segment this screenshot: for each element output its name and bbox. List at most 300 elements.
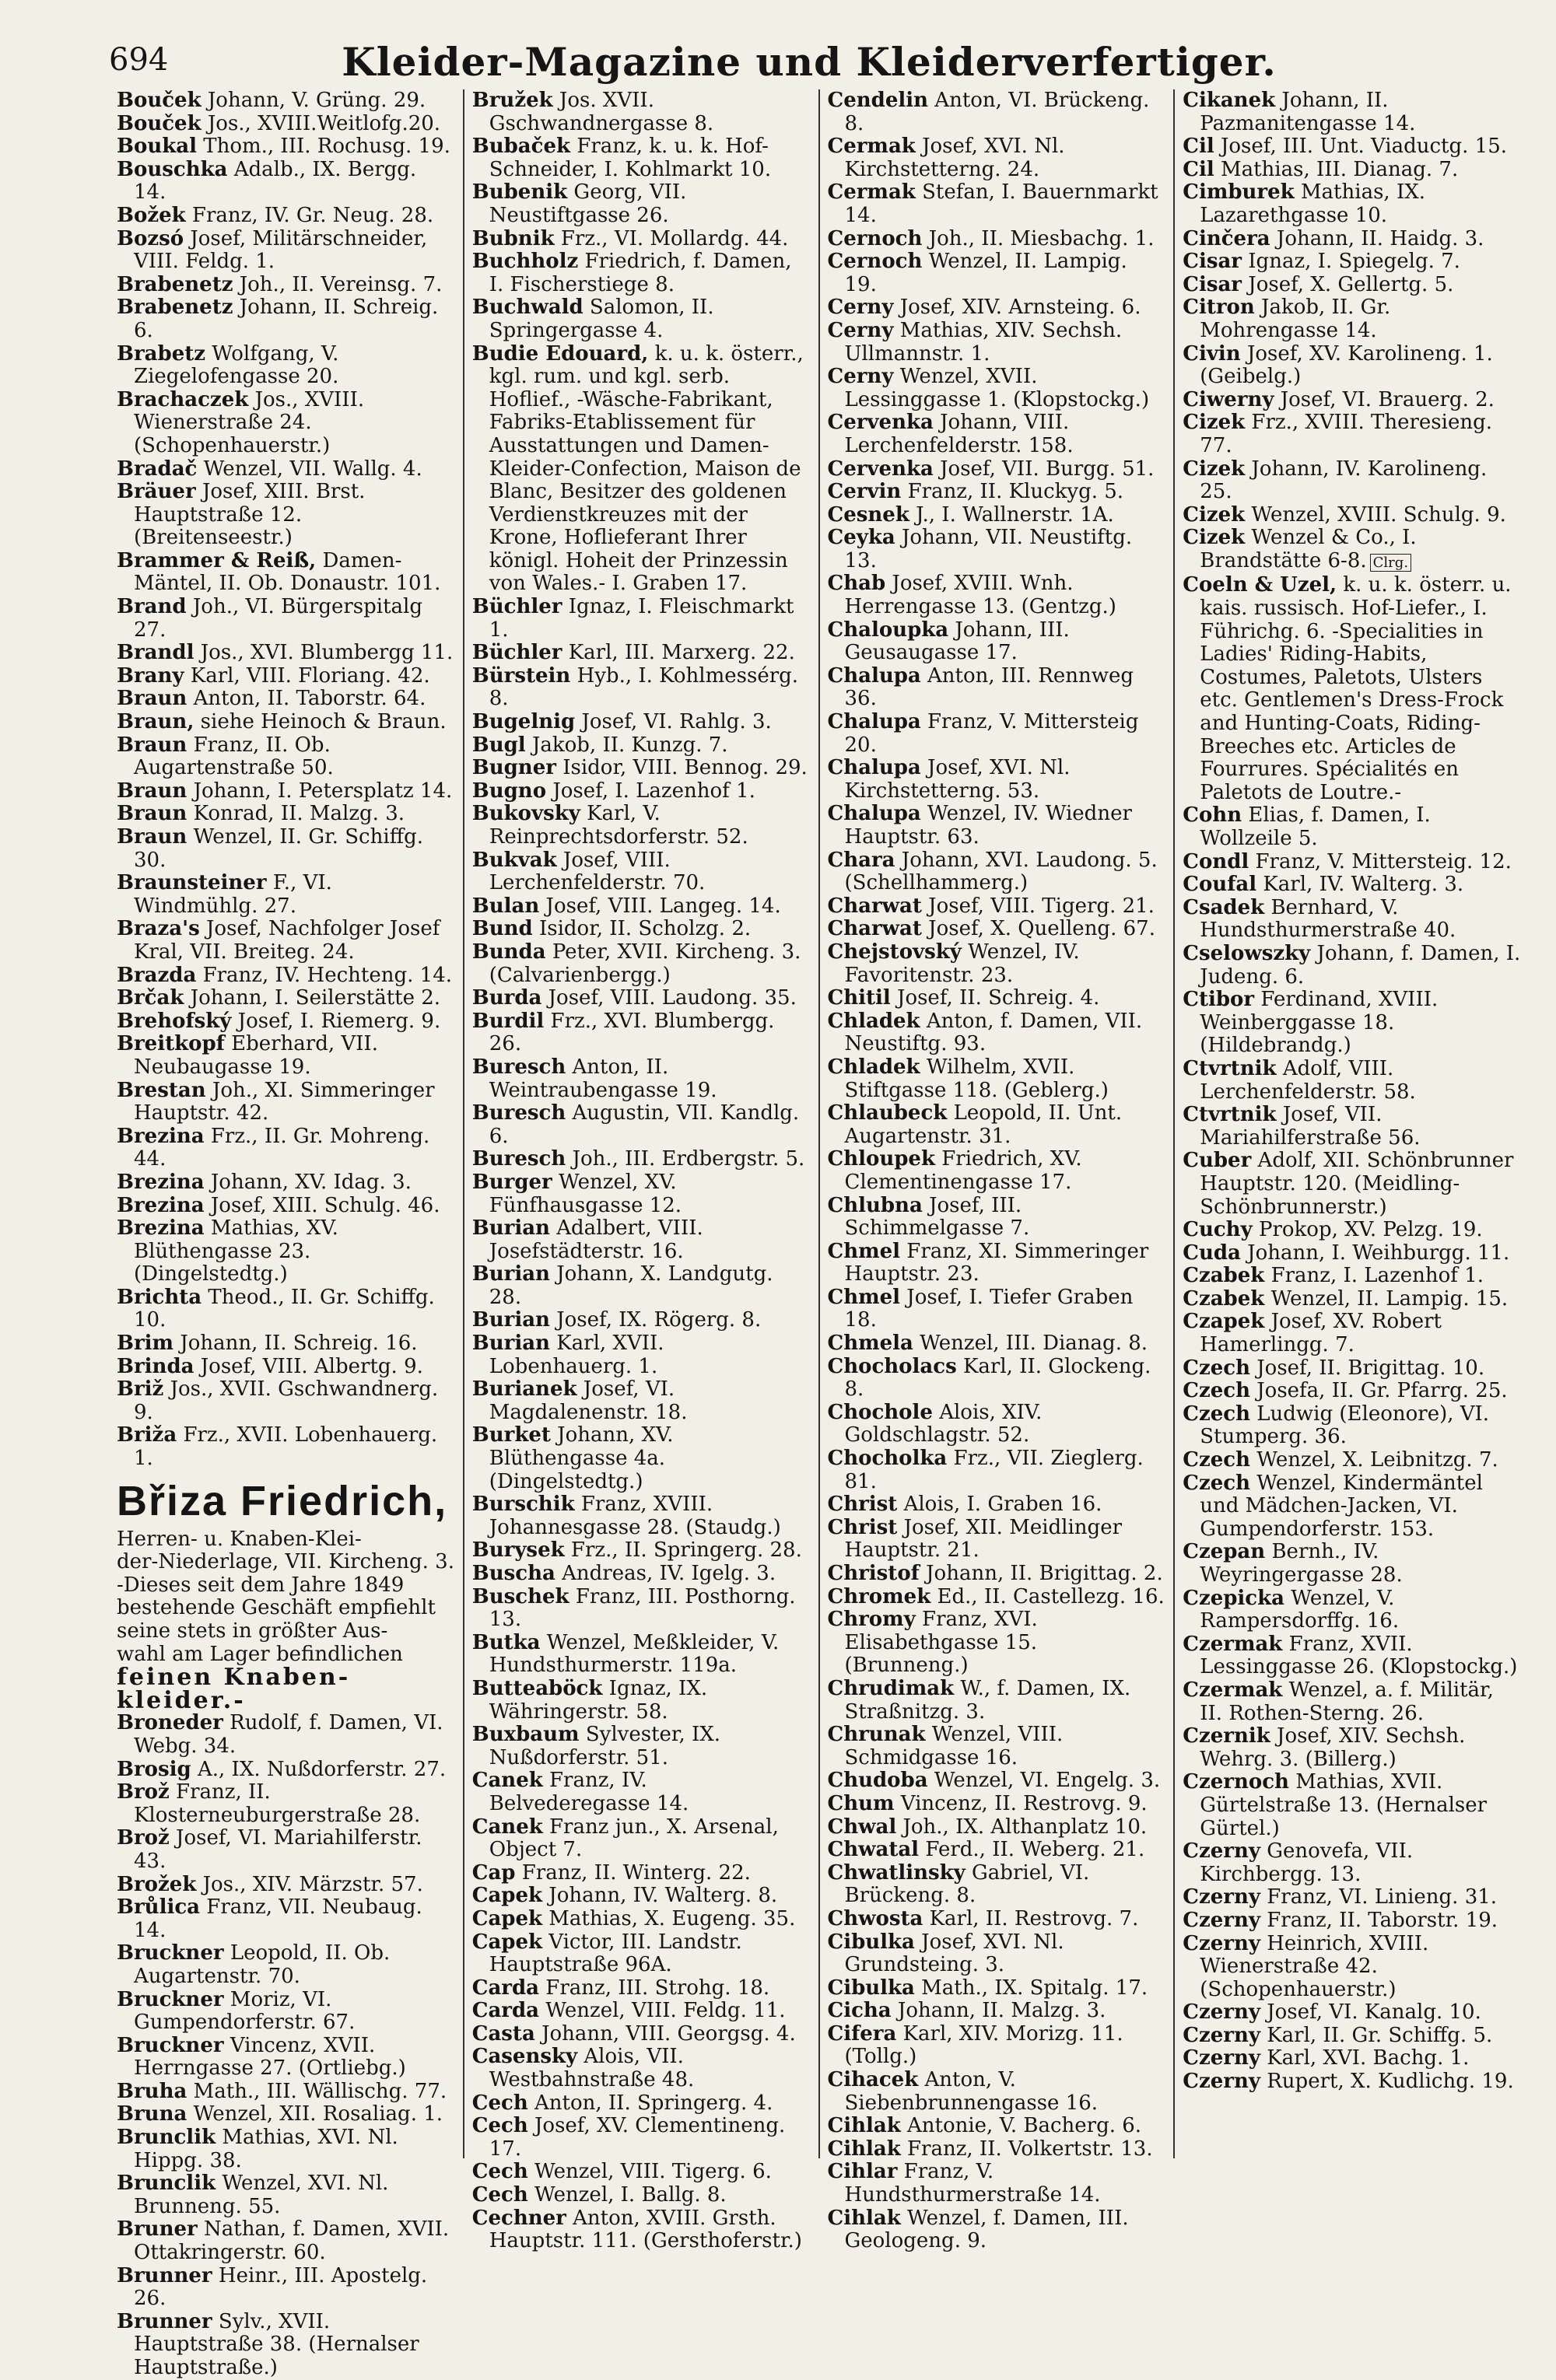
entry-name: Cikanek [1183,89,1276,112]
directory-entry [472,1769,811,1815]
directory-entry [472,1217,811,1263]
directory-entry [1183,1311,1521,1356]
entry-details: Josef, VI. Brauerg. 2. [1280,387,1495,411]
entry-details: Stefan, I. Bauernmarkt 14. [844,180,1158,227]
entry-name: Bruna [117,2102,187,2126]
entry-details: Wenzel, X. Leibnitzg. 7. [1256,1448,1498,1472]
directory-entry [472,343,811,597]
directory-entry [1183,1679,1521,1725]
entry-name: Czermak [1183,1678,1283,1702]
directory-entry [472,918,811,941]
entry-details: Friedrich, f. Damen, I. Fischerstiege 8. [489,250,792,296]
entry-name: Bruner [117,2217,198,2242]
directory-entry [1183,851,1521,874]
entry-details: Josef, Militärschneider, VIII. Feldg. 1. [134,226,428,274]
entry-details: Karl, VIII. Floriang. 42. [190,663,430,688]
entry-details: Johann, IV. Walterg. 8. [548,1884,778,1908]
directory-entry [1183,504,1521,527]
entry-details: Damen-Mäntel, II. Ob. Donaustr. 101. [134,548,441,596]
entry-name: Bruha [117,2079,187,2103]
entry-name: Ctibor [1183,988,1255,1012]
column-2 [463,89,818,2253]
entry-name: Capek [471,1906,543,1930]
entry-name: Chudoba [827,1769,928,1793]
entry-name: Bradač [117,457,198,481]
entry-details: Anton, II. Springerg. 4. [534,2091,773,2115]
entry-details: Frz., XVII. Lobenhauerg. 1. [134,1423,438,1471]
directory-entry [828,619,1166,665]
entry-name: Coeln & Uzel, [1183,573,1337,597]
entry-details: Georg, VII. Neustiftgasse 26. [489,180,687,227]
advertisement-line: wahl am Lager befindlichen [117,1642,403,1666]
directory-entry [1183,1242,1521,1265]
entry-details: Johann, VII. Neustiftg. 13. [844,526,1133,572]
directory-entry [117,2081,455,2104]
entry-details: k. u. k. österr. u. kais. russisch. Hof-Liefer., I. Führichg. 6. -Specialities in Ladies' Riding-Habits, Costumes, Paletots, Ulsters etc. Gentlemen's Dress-Frock and Hunting-Coats, Riding-Breeches etc. Articles de Fourrures. Spécialités en Paletots de Loutre.- [1200,573,1512,804]
entry-name: Christ [827,1493,898,1517]
entry-details: Josef, XVI. Nl. Kirchstetterng. 24. [844,135,1065,181]
entry-name: Bouček [117,111,202,135]
advertisement-line: bestehende Geschäft empfiehlt [117,1596,436,1620]
directory-entry [828,458,1166,481]
entry-details: Franz, III. Strohg. 18. [545,1976,770,2000]
entry-name: Burian [471,1308,550,1332]
directory-entry [1183,1633,1521,1679]
entry-name: Burysek [471,1538,565,1563]
directory-entry [828,504,1166,527]
directory-entry [828,665,1166,711]
directory-entry [828,1931,1166,1977]
entry-name: Cisar [1183,272,1242,296]
directory-entry [828,1402,1166,1447]
directory-entry [1183,228,1521,251]
entry-name: Casta [471,2021,535,2046]
directory-entry [828,1286,1166,1332]
entry-details: Karl, XIV. Morizg. 11. (Tollg.) [844,2021,1123,2069]
entry-name: Bozsó [117,226,184,250]
entry-details: Franz, IV. Gr. Neug. 28. [191,203,434,227]
entry-name: Czech [1183,1471,1250,1495]
entry-details: Johann, VIII. Lerchenfelderstr. 158. [844,411,1074,457]
entry-name: Braun, [117,710,194,734]
entry-name: Coufal [1183,873,1257,897]
entry-details: Johann, I. Petersplatz 14. [193,779,453,803]
entry-name: Cernoch [827,250,923,274]
directory-entry [472,2161,811,2184]
entry-name: Chalupa [827,756,921,780]
entry-details: Sylvester, IX. Nußdorferstr. 51. [489,1723,721,1769]
entry-details: Karl, XVI. Bachg. 1. [1267,2046,1470,2070]
directory-entry [472,1493,811,1539]
directory-entry [1183,159,1521,182]
entry-details: Sylv., XVII. Hauptstraße 38. (Hernalser Hauptstraße.) [134,2309,419,2379]
directory-entry [472,1378,811,1424]
entry-details: Mathias, IX. Lazarethgasse 10. [1200,180,1425,227]
entry-name: Cechner [471,2206,566,2230]
entry-name: Citron [1183,296,1255,320]
directory-entry [117,2035,455,2081]
entry-name: Chrunak [827,1723,926,1747]
entry-details: W., f. Damen, IX. Straßnitzg. 3. [844,1676,1131,1724]
entry-details: Adalb., IX. Bergg. 14. [134,157,417,205]
entry-details: Josef, VIII. Lerchenfelderstr. 70. [489,848,706,895]
entry-name: Buschek [471,1584,569,1608]
entry-name: Cicha [827,1999,892,2023]
entry-details: Mathias, X. Eugeng. 35. [548,1906,796,1930]
entry-details: Wenzel, VIII. Tigerg. 6. [534,2160,772,2184]
entry-name: Cendelin [827,89,929,112]
entry-name: Bouček [117,89,202,112]
entry-details: Franz, XI. Simmeringer Hauptstr. 23. [844,1239,1149,1286]
directory-entry [117,1195,455,1218]
entry-name: Brestan [117,1078,206,1102]
entry-name: Cil [1183,157,1214,181]
entry-details: Eberhard, VII. Neubaugasse 19. [134,1032,378,1079]
page-title: Kleider-Magazine und Kleiderverfertiger. [342,39,1277,85]
entry-name: Cizek [1183,411,1246,435]
entry-details: Augustin, VII. Kandlg. 6. [489,1101,800,1148]
directory-entry [472,596,811,642]
directory-entry [117,780,455,803]
entry-details: Gabriel, VI. Brückeng. 8. [844,1860,1090,1908]
entry-details: Johann, XVI. Laudong. 5. (Schellhammerg.) [844,848,1158,895]
entry-details: Joh., VI. Bürgerspitalg 27. [134,595,423,642]
entry-details: Frz., VII. Zieglerg. 81. [844,1447,1144,1493]
directory-entry [1183,1265,1521,1288]
entry-details: Franz, V. Hundsthurmerstraße 14. [844,2160,1101,2207]
entry-details: siehe Heinoch & Braun. [200,710,447,734]
entry-details: Josef, XV. Robert Hamerlingg. 7. [1200,1310,1442,1357]
entry-name: Braunsteiner [117,871,267,895]
entry-name: Burian [471,1332,550,1356]
entry-name: Casensky [471,2045,578,2069]
advertisement-text [117,1528,455,1713]
entry-name: Chalupa [827,802,921,826]
entry-name: Ceyka [827,526,895,550]
entry-details: Karl, V. Reinprechtsdorferstr. 52. [489,802,748,849]
entry-details: Josef, VI. Rahlg. 3. [581,710,772,734]
entry-details: Jos., XVIII.Weitlofg.20. [207,111,441,135]
entry-name: Cuchy [1183,1218,1253,1242]
entry-name: Bürstein [471,663,571,688]
entry-name: Chejstovský [827,940,962,964]
entry-name: Ctvrtnik [1183,1103,1277,1127]
entry-name: Cervenka [827,457,934,481]
directory-entry [472,987,811,1010]
entry-details: Josef, I. Riemerg. 9. [237,1009,441,1033]
entry-name: Bruckner [117,2033,224,2057]
directory-entry [1183,1933,1521,2002]
directory-entry [117,135,455,159]
entry-details: J., I. Wallnerstr. 1A. [916,502,1114,527]
entry-name: Cihlar [827,2160,898,2184]
entry-details: Franz, II. Winterg. 22. [521,1860,751,1885]
directory-entry [472,1148,811,1171]
entry-details: Mathias, XVII. Gürtelstraße 13. (Hernalser Gürtel.) [1200,1770,1488,1840]
entry-name: Condl [1183,849,1249,873]
entry-name: Czabek [1183,1264,1265,1288]
entry-details: Anton, II. Taborstr. 64. [193,687,426,711]
directory-entry [828,1769,1166,1793]
entry-name: Cermak [827,180,916,205]
directory-entry [1183,458,1521,504]
entry-details: Johann, VIII. Georgsg. 4. [541,2021,796,2046]
entry-details: Karl, III. Marxerg. 22. [568,641,795,665]
directory-entry [828,250,1166,296]
directory-entry [117,389,455,458]
entry-name: Bugl [471,733,526,757]
directory-entry [1183,1771,1521,1840]
entry-details: Mathias, XV. Blüthengasse 23. (Dingelstedtg.) [134,1216,338,1286]
entry-details: Adalbert, VIII. Josefstädterstr. 16. [489,1216,703,1263]
directory-entry [1183,250,1521,274]
directory-entry [828,1908,1166,1931]
entry-name: Brandl [117,641,194,665]
directory-entry [828,228,1166,251]
entry-name: Carda [471,1976,540,2000]
entry-details: Josef, XV. Clementineng. 17. [489,2114,786,2161]
entry-details: Anton, II. Weintraubengasse 19. [489,1055,717,1102]
directory-entry [1183,873,1521,897]
entry-name: Bubenik [471,180,568,205]
entry-name: Buscha [471,1562,555,1585]
directory-entry [117,596,455,642]
entry-details: Josef, XIII. Schulg. 46. [210,1193,440,1217]
entry-details: Leopold, II. Unt. Augartenstr. 31. [844,1101,1123,1148]
page-number: 694 [109,42,169,78]
column-1 [109,89,463,2379]
directory-entry [1183,135,1521,159]
entry-name: Chmela [827,1332,913,1356]
entry-details: Josef, XVI. Nl. Kirchstetterng. 53. [844,756,1071,803]
directory-entry [828,2115,1166,2138]
entry-name: Butteaböck [471,1676,603,1700]
directory-entry [828,1517,1166,1563]
entry-name: Christ [827,1515,898,1539]
directory-entry [828,1724,1166,1769]
entry-name: Cesnek [827,502,909,527]
entry-name: Bund [471,917,533,941]
directory-entry [117,734,455,780]
entry-details: Franz, XVI. Elisabethgasse 15. (Brunneng.) [844,1608,1038,1678]
entry-details: Antonie, V. Bacherg. 6. [906,2114,1142,2138]
directory-entry [117,1989,455,2035]
entry-name: Brabenetz [117,296,233,320]
directory-entry [828,918,1166,941]
entry-name: Brehofský [117,1009,232,1033]
advertisement-line: seine stets in größter Aus- [117,1619,388,1643]
entry-name: Brož [117,1780,170,1804]
entry-details: Johann, II. Pazmanitengasse 14. [1200,89,1416,135]
entry-name: Chocholacs [827,1354,957,1378]
entry-name: Braza's [117,917,200,941]
entry-details: Vincenz, II. Restrovg. 9. [900,1791,1148,1815]
entry-name: Charwat [827,894,922,918]
directory-entry [117,987,455,1010]
directory-entry [828,1493,1166,1517]
directory-entry [828,1563,1166,1586]
entry-details: Josef, III. Unt. Viaductg. 15. [1220,135,1508,159]
entry-name: Czernoch [1183,1770,1289,1794]
entry-name: Chara [827,848,895,872]
entry-name: Cizek [1183,457,1246,481]
entry-name: Chmel [827,1239,901,1263]
directory-entry [117,1332,455,1356]
directory-entry [117,2265,455,2311]
entry-name: Chwatlinsky [827,1860,965,1885]
entry-name: Brunclik [117,2172,216,2196]
entry-details: Wenzel, VII. Wallg. 4. [203,457,422,481]
entry-name: Butka [471,1630,541,1654]
entry-name: Chwatal [827,1838,920,1862]
entry-details: Wenzel, f. Damen, III. Geologeng. 9. [844,2206,1129,2253]
entry-name: Cervin [827,480,902,504]
directory-entry [117,113,455,136]
entry-details: Josef, XVI. Nl. Grundsteing. 3. [844,1930,1064,1977]
entry-name: Charwat [827,917,922,941]
directory-entry [472,642,811,665]
entry-details: Johann, II. Brigittag. 2. [926,1562,1163,1585]
entry-details: Alois, XIV. Goldschlagstr. 52. [844,1400,1043,1447]
entry-name: Bugner [471,756,556,780]
entry-details: Wenzel, V. Rampersdorffg. 16. [1200,1586,1400,1633]
entry-name: Bubaček [471,135,571,159]
directory-entry [828,1586,1166,1609]
directory-entry [828,481,1166,504]
entry-name: Bunda [471,940,546,964]
directory-entry [828,527,1166,572]
directory-entry [117,274,455,297]
entry-details: Ludwig (Eleonore), VI. Stumperg. 36. [1200,1402,1490,1449]
entry-details: Math., III. Wällischg. 77. [193,2079,447,2103]
entry-details: Johann, IV. Karolineng. 25. [1200,457,1488,504]
directory-entry [472,2115,811,2161]
directory-entry [828,135,1166,181]
entry-name: Burda [471,986,542,1010]
entry-details: Johann, XV. Idag. 3. [210,1170,412,1194]
entry-name: Chloupek [827,1147,935,1171]
directory-entry [117,1712,455,1758]
entry-details: Peter, XVII. Kircheng. 3. (Calvarienbergg.) [489,940,801,987]
directory-entry [828,1195,1166,1241]
directory-entry [117,1942,455,1988]
entry-details: Wenzel, Meßkleider, V. Hundsthurmerstr. 119a. [489,1630,780,1678]
directory-entry [472,1816,811,1862]
entry-details: Josefa, II. Gr. Pfarrg. 25. [1256,1379,1508,1403]
directory-entry [472,1724,811,1769]
directory-entry [472,2092,811,2116]
entry-name: Brezina [117,1193,205,1217]
entry-name: Cihlak [827,2206,901,2230]
entry-details: Nathan, f. Damen, XVII. Ottakringerstr. 60. [134,2217,450,2265]
directory-entry [1183,527,1521,574]
entry-details: Josef, XIV. Sechsh. Wehrg. 3. (Billerg.) [1200,1724,1466,1771]
directory-entry [828,1816,1166,1839]
entry-name: Bukvak [471,848,557,872]
directory-entry [472,1885,811,1908]
directory-entry [472,757,811,780]
entry-details: Wolfgang, V. Ziegelofengasse 20. [134,341,339,389]
entry-details: Josef, VIII. Albertg. 9. [200,1354,423,1378]
entry-name: Cisar [1183,250,1242,274]
entry-name: Czech [1183,1402,1250,1426]
entry-details: Wenzel, II. Lampig. 15. [1270,1286,1509,1311]
directory-entry [117,872,455,918]
directory-entry [472,1586,811,1632]
entry-name: Czerny [1183,1839,1260,1864]
entry-name: Capek [471,1930,543,1954]
directory-entry [117,1356,455,1379]
entry-details: Heinr., III. Apostelg. 26. [134,2263,428,2311]
directory-entry [117,1781,455,1827]
entry-details: Jos., XIV. Märzstr. 57. [202,1872,423,1896]
entry-name: Ctvrtnik [1183,1056,1277,1080]
directory-entry [472,181,811,227]
entry-name: Chocholka [827,1447,948,1471]
directory-entry [1183,1909,1521,1933]
entry-name: Brunner [117,2309,212,2333]
entry-details: Ferd., II. Weberg. 21. [925,1838,1145,1862]
entry-details: Wenzel, XV. Fünfhausgasse 12. [489,1170,682,1217]
entry-name: Burian [471,1216,550,1241]
directory-entry [472,1056,811,1102]
entry-details: Josef, XIV. Arnsteing. 6. [899,296,1141,320]
directory-entry [1183,804,1521,850]
entry-name: Božek [117,203,186,227]
entry-details: Johann, I. Seilerstätte 2. [190,986,441,1010]
directory-entry [117,481,455,550]
entry-name: Brůlica [117,1895,201,1920]
directory-entry [472,1309,811,1332]
directory-entry [117,2103,455,2126]
directory-entry [1183,1357,1521,1381]
entry-name: Csadek [1183,895,1265,919]
directory-entry [117,688,455,711]
entry-details: Franz, k. u. k. Hof-Schneider, I. Kohlmarkt 10. [489,135,772,181]
entry-details: Josef, VIII. Laudong. 35. [548,986,797,1010]
directory-entry [828,1793,1166,1816]
directory-entry [1183,2070,1521,2094]
directory-entry [1183,1380,1521,1403]
directory-entry [472,296,811,342]
directory-entry [1183,1288,1521,1311]
entry-details: Isidor, II. Scholzg. 2. [538,917,752,941]
entry-name: Bugelnig [471,710,576,734]
entry-details: Bernhard, V. Hundsthurmerstraße 40. [1200,895,1456,943]
directory-entry [117,1171,455,1195]
entry-name: Buchwald [471,296,584,320]
entry-name: Chladek [827,1055,920,1079]
entry-details: Adolf, XII. Schönbrunner Hauptstr. 120. (Meidling-Schönbrunnerstr.) [1200,1149,1514,1219]
directory-entry [117,1827,455,1873]
entry-details: Ignaz, I. Spiegelg. 7. [1248,250,1460,274]
directory-entry [472,1102,811,1148]
entry-name: Breitkopf [117,1032,225,1056]
directory-entry [117,1759,455,1782]
directory-entry [1183,574,1521,804]
entry-details: Johann, III. Geusaugasse 17. [844,618,1070,665]
directory-entry [1183,1150,1521,1219]
entry-details: Frz., XVI. Blumbergg. 26. [489,1009,775,1056]
directory-entry [1183,2001,1521,2025]
entry-name: Czerny [1183,2000,1260,2025]
entry-name: Cimburek [1183,180,1295,205]
directory-entry [472,1632,811,1678]
entry-details: Konrad, II. Malzg. 3. [193,802,405,826]
entry-name: Brunner [117,2263,212,2287]
entry-details: Karl, II. Restrovg. 7. [929,1906,1139,1930]
entry-details: Wenzel, XVII. Lessinggasse 1. (Klopstockg.) [844,365,1150,411]
